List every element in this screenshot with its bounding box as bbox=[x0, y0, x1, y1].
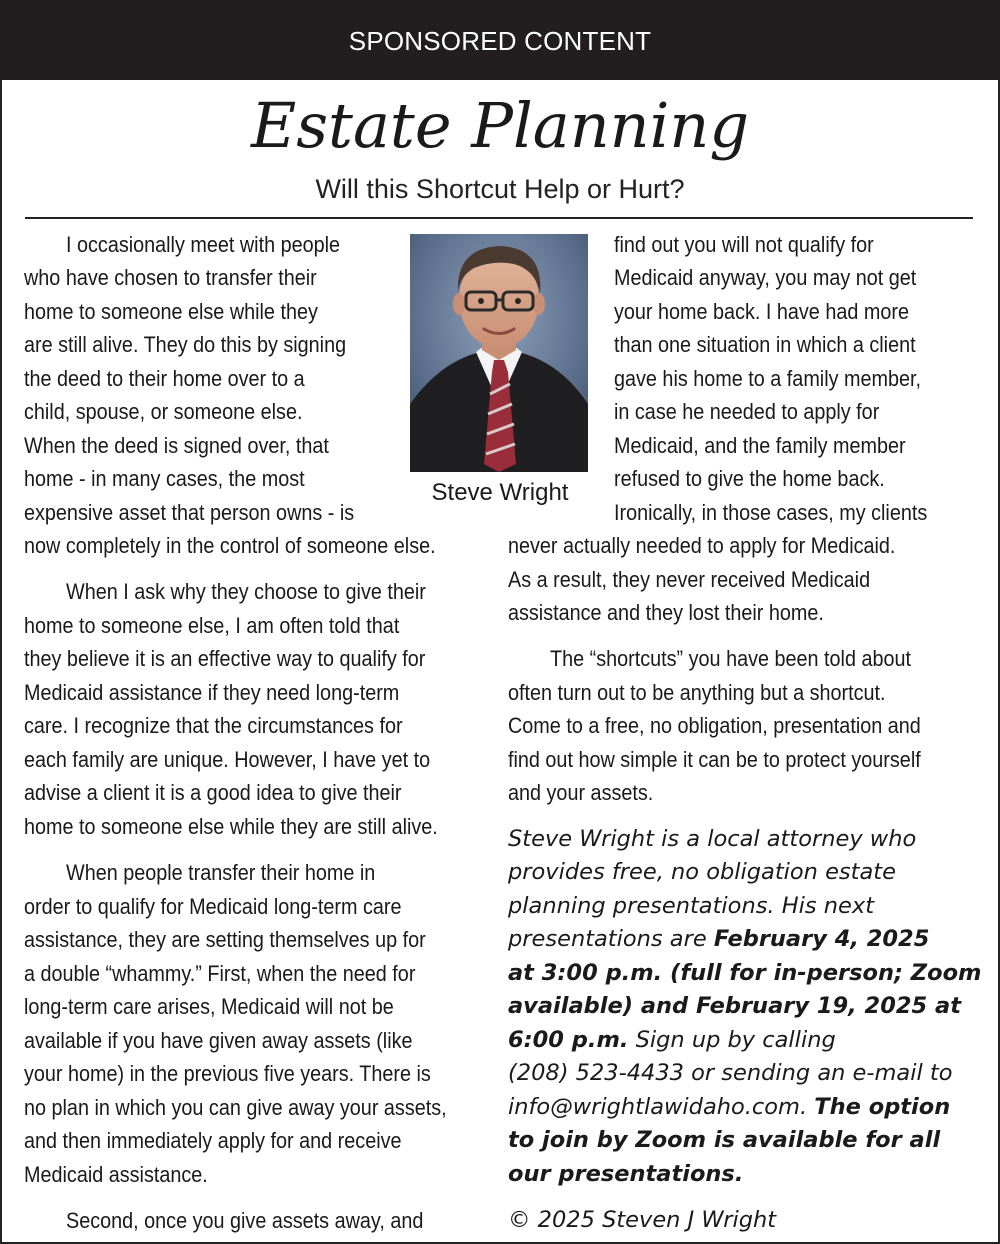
left-column-line: When people transfer their home in bbox=[66, 860, 376, 885]
bio-text: Sign up by calling bbox=[628, 1027, 836, 1053]
bio-option-bold: The option bbox=[814, 1094, 951, 1120]
copyright: © 2025 Steven J Wright bbox=[508, 1207, 777, 1233]
left-column-line: your home) in the previous five years. There is bbox=[24, 1061, 431, 1086]
left-column-line: order to qualify for Medicaid long-term care bbox=[24, 894, 402, 919]
bio-line bbox=[508, 1025, 836, 1055]
right-column-line: assistance and they lost their home. bbox=[508, 600, 824, 625]
right-column-line: Medicaid anyway, you may not get bbox=[614, 265, 917, 290]
left-column-line: Medicaid assistance if they need long-term bbox=[24, 680, 400, 705]
bio-text: presentations are bbox=[508, 926, 714, 952]
left-column-line: home - in many cases, the most bbox=[24, 466, 305, 491]
left-column-line: the deed to their home over to a bbox=[24, 366, 305, 391]
bio-line bbox=[508, 924, 929, 954]
contact-email: info@wrightlawidaho.com. bbox=[508, 1094, 815, 1120]
right-column-line: often turn out to be anything but a shortcut. bbox=[508, 680, 886, 705]
left-column-line: long-term care arises, Medicaid will not be bbox=[24, 994, 394, 1019]
left-column-line: now completely in the control of someone else. bbox=[24, 533, 436, 558]
right-column-line: The “shortcuts” you have been told about bbox=[550, 646, 912, 671]
left-column-line: no plan in which you can give away your assets, bbox=[24, 1095, 447, 1120]
left-column-line: care. I recognize that the circumstances for bbox=[24, 713, 403, 738]
left-column-line: expensive asset that person owns - is bbox=[24, 500, 355, 525]
portrait-image bbox=[410, 234, 588, 472]
left-column-line: available if you have given away assets (like bbox=[24, 1028, 413, 1053]
left-column-line: home to someone else while they are still alive. bbox=[24, 814, 438, 839]
bio-line: Steve Wright is a local attorney who bbox=[508, 826, 917, 852]
left-column-line: When I ask why they choose to give their bbox=[66, 579, 426, 604]
bio-option-bold: our presentations. bbox=[508, 1161, 744, 1187]
bio-time-bold: at 3:00 p.m. (full for in-person; Zoom bbox=[508, 960, 982, 986]
left-column-line: When the deed is signed over, that bbox=[24, 433, 329, 458]
right-column-line: refused to give the home back. bbox=[614, 466, 885, 491]
right-column-line: gave his home to a family member, bbox=[614, 366, 922, 391]
bio-line: (208) 523-4433 or sending an e-mail to bbox=[508, 1060, 953, 1086]
left-column-line: who have chosen to transfer their bbox=[24, 265, 317, 290]
right-column-line: than one situation in which a client bbox=[614, 332, 916, 357]
author-photo bbox=[410, 234, 588, 472]
left-column-line: home to someone else while they bbox=[24, 299, 318, 324]
right-column-line: As a result, they never received Medicaid bbox=[508, 567, 871, 592]
left-column-line: they believe it is an effective way to qualify for bbox=[24, 646, 426, 671]
right-column-line: and your assets. bbox=[508, 780, 654, 805]
left-column-line: I occasionally meet with people bbox=[66, 232, 341, 257]
left-column-line: are still alive. They do this by signing bbox=[24, 332, 347, 357]
left-column-line: each family are unique. However, I have yet to bbox=[24, 747, 431, 772]
bio-date-bold: February 4, 2025 bbox=[713, 926, 930, 952]
left-column-line: Second, once you give assets away, and bbox=[66, 1208, 424, 1233]
left-column-line: a double “whammy.” First, when the need for bbox=[24, 961, 416, 986]
left-column-line: home to someone else, I am often told that bbox=[24, 613, 400, 638]
bio-time-bold: 6:00 p.m. bbox=[508, 1027, 629, 1053]
bio-line bbox=[508, 1159, 743, 1189]
right-column-line: find out you will not qualify for bbox=[614, 232, 874, 257]
bio-option-bold: to join by Zoom is available for all bbox=[508, 1127, 941, 1153]
right-column-line: Ironically, in those cases, my clients bbox=[614, 500, 928, 525]
article-subtitle: Will this Shortcut Help or Hurt? bbox=[315, 174, 685, 204]
title-divider bbox=[25, 217, 973, 219]
bio-line: planning presentations. His next bbox=[508, 893, 875, 919]
right-column-line: never actually needed to apply for Medicaid. bbox=[508, 533, 896, 558]
left-column-line: child, spouse, or someone else. bbox=[24, 399, 303, 424]
article-title: Estate Planning bbox=[250, 89, 750, 162]
bio-line bbox=[508, 958, 981, 988]
left-column-line: assistance, they are setting themselves up for bbox=[24, 927, 426, 952]
photo-caption: Steve Wright bbox=[431, 479, 569, 506]
right-column-line: find out how simple it can be to protect yourself bbox=[508, 747, 921, 772]
bio-line bbox=[508, 1092, 950, 1122]
sponsored-banner: SPONSORED CONTENT bbox=[0, 0, 1000, 80]
right-column-line: Medicaid, and the family member bbox=[614, 433, 906, 458]
left-column-line: advise a client it is a good idea to give their bbox=[24, 780, 402, 805]
bio-line bbox=[508, 1125, 940, 1155]
bio-date-bold: available) and February 19, 2025 at bbox=[508, 993, 961, 1019]
bio-line: provides free, no obligation estate bbox=[508, 859, 896, 885]
right-column-line: your home back. I have had more bbox=[614, 299, 909, 324]
right-column-line: in case he needed to apply for bbox=[614, 399, 880, 424]
right-column-line: Come to a free, no obligation, presentation and bbox=[508, 713, 921, 738]
bio-line bbox=[508, 991, 961, 1021]
left-column-line: and then immediately apply for and receive bbox=[24, 1128, 402, 1153]
left-column-line: Medicaid assistance. bbox=[24, 1162, 208, 1187]
